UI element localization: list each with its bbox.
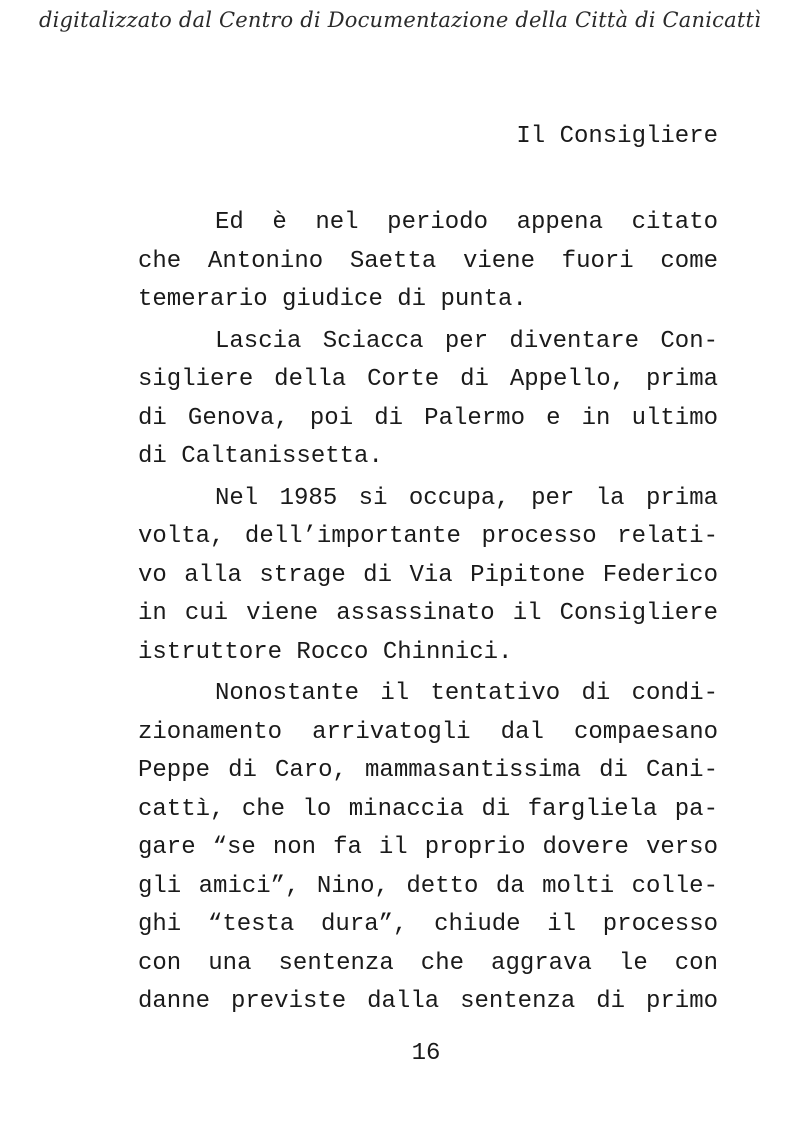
text-line: che Antonino Saetta viene fuori come: [138, 247, 718, 275]
text-line: Nonostante il tentativo di condi-: [215, 680, 718, 707]
text-line: Ed è nel periodo appena citato: [215, 209, 718, 236]
text-line: di Caltanissetta.: [138, 443, 383, 470]
chapter-heading: Il Consigliere: [516, 123, 718, 150]
text-line: gli amici”, Nino, detto da molti colle-: [138, 872, 718, 900]
body-text: [138, 204, 718, 1025]
text-line: Nel 1985 si occupa, per la prima: [215, 484, 718, 512]
text-line: istruttore Rocco Chinnici.: [138, 638, 513, 666]
text-line: sigliere della Corte di Appello, prima: [138, 366, 718, 393]
text-line: danne previste dalla sentenza di primo: [138, 988, 718, 1015]
paragraph: [138, 675, 718, 1022]
page-number: 16: [411, 1040, 441, 1067]
text-line: vo alla strage di Via Pipitone Federico: [138, 561, 718, 589]
text-line: gare “se non fa il proprio dovere verso: [138, 834, 718, 861]
text-line: volta, dell’importante processo relati-: [138, 523, 718, 550]
text-line: con una sentenza che aggrava le con: [138, 949, 718, 977]
text-line: ghi “testa dura”, chiude il processo: [138, 911, 718, 938]
paragraph: [138, 480, 718, 673]
text-line: zionamento arrivatogli dal compaesano: [138, 718, 718, 746]
paragraph: [138, 323, 718, 477]
text-line: temerario giudice di punta.: [138, 286, 527, 313]
text-line: di Genova, poi di Palermo e in ultimo: [138, 404, 718, 432]
paragraph: [138, 204, 718, 320]
text-line: Lascia Sciacca per diventare Con-: [215, 327, 718, 355]
text-line: Peppe di Caro, mammasantissima di Cani-: [138, 757, 718, 784]
text-line: in cui viene assassinato il Consigliere: [138, 600, 718, 627]
text-line: cattì, che lo minaccia di fargliela pa-: [138, 795, 718, 823]
digitization-watermark: digitalizzato dal Centro di Documentazione della Città di Canicattì: [38, 8, 762, 32]
